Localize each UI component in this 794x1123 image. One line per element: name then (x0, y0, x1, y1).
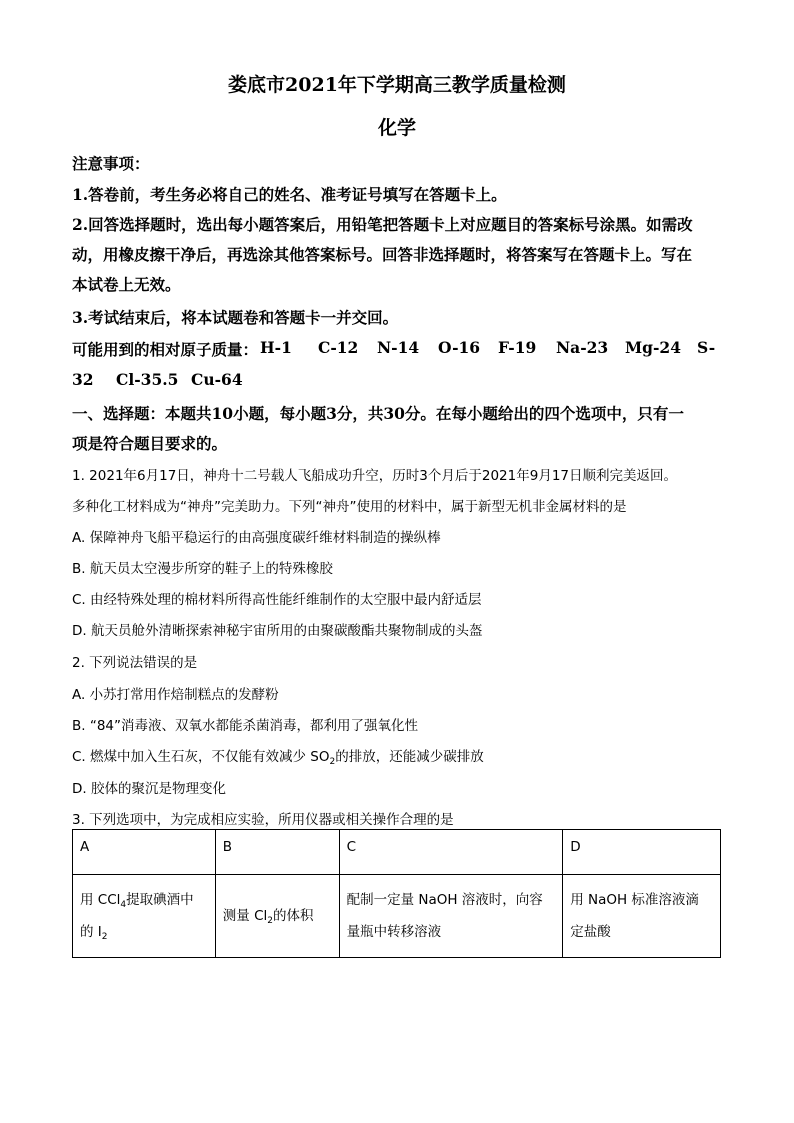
subscript: 2 (101, 932, 108, 942)
q1-option-b: B. 航天员太空漫步所穿的鞋子上的特殊橡胶 (72, 561, 333, 577)
atomic-mass-item: Cu-64 (191, 370, 243, 389)
q1-stem-line-1: 1. 2021年6月17日，神舟十二号载人飞船成功升空，历时3个月后于2021年9月17日顺利完美返回。 (72, 468, 678, 484)
atomic-mass-item: F-19 (498, 338, 537, 357)
q1-stem-line-2: 多种化工材料成为“神舟”完美助力。下列“神舟”使用的材料中，属于新型无机非金属材料的是 (72, 499, 627, 515)
q2-option-c-text: C. 燃煤中加入生石灰，不仅能有效减少 SO (72, 749, 330, 765)
table-header-cell: B (215, 830, 339, 875)
subscript: 2 (329, 757, 336, 767)
q1-option-d: D. 航天员舱外清晰探索神秘宇宙所用的由聚碳酸酯共聚物制成的头盔 (72, 623, 483, 639)
table-header-cell: C (339, 830, 563, 875)
atomic-mass-item: S- (697, 338, 716, 357)
table-cell-c (339, 875, 563, 958)
atomic-masses-label: 可能用到的相对原子质量： (72, 340, 259, 359)
subscript: 2 (267, 916, 273, 926)
cell-text: 提取碘酒中 (126, 892, 194, 908)
q3-stem: 3. 下列选项中，为完成相应实验，所用仪器或相关操作合理的是 (72, 812, 454, 828)
notice-item-2-line-3: 本试卷上无效。 (72, 275, 181, 294)
q1-option-c: C. 由经特殊处理的棉材料所得高性能纤维制作的太空服中最内舒适层 (72, 592, 482, 608)
atomic-mass-item: N-14 (377, 338, 420, 357)
subject-title: 化学 (377, 117, 416, 139)
cell-text: 配制一定量 NaOH 溶液时，向容 (346, 892, 543, 908)
atomic-mass-item: H-1 (260, 338, 292, 357)
q2-option-d: D. 胶体的聚沉是物理变化 (72, 781, 226, 797)
atomic-mass-item: Na-23 (556, 338, 609, 357)
table-cell-d (563, 875, 721, 958)
atomic-mass-item: Mg-24 (625, 338, 681, 357)
atomic-masses-line-1 (72, 338, 722, 360)
atomic-mass-item: 32 (72, 370, 94, 389)
subscript: 4 (120, 900, 127, 910)
q1-option-a: A. 保障神舟飞船平稳运行的由高强度碳纤维材料制造的操纵棒 (72, 530, 441, 546)
q2-option-c (72, 745, 722, 765)
q2-option-b: B. “84”消毒液、双氧水都能杀菌消毒，都利用了强氧化性 (72, 718, 419, 734)
q2-stem: 2. 下列说法错误的是 (72, 655, 198, 671)
table-header-cell: A (73, 830, 216, 875)
table-row (73, 830, 721, 875)
notice-item-2-line-1: 2.回答选择题时，选出每小题答案后，用铅笔把答题卡上对应题目的答案标号涂黑。如需改 (72, 215, 693, 234)
q3-options-table (72, 829, 721, 958)
cell-text: 量瓶中转移溶液 (346, 924, 442, 940)
cell-text: 测量 Cl (222, 908, 268, 924)
table-header-cell: D (563, 830, 721, 875)
notice-item-1: 1.答卷前，考生务必将自己的姓名、准考证号填写在答题卡上。 (72, 185, 507, 204)
notice-item-2-line-2: 动，用橡皮擦干净后，再选涂其他答案标号。回答非选择题时，将答案写在答题卡上。写在 (72, 245, 693, 264)
q2-option-c-text: 的排放，还能减少碳排放 (335, 749, 484, 765)
notice-heading: 注意事项： (72, 154, 150, 173)
section-1-heading-line-1: 一、选择题：本题共10小题，每小题3分，共30分。在每小题给出的四个选项中，只有一 (72, 404, 684, 423)
atomic-masses-line-2 (72, 370, 722, 392)
atomic-mass-item: O-16 (438, 338, 481, 357)
cell-text: 用 NaOH 标准溶液滴 (570, 892, 699, 908)
table-row (73, 875, 721, 958)
atomic-mass-item: C-12 (318, 338, 359, 357)
cell-text: 的体积 (272, 908, 314, 924)
exam-title: 娄底市2021年下学期高三教学质量检测 (228, 74, 566, 96)
atomic-mass-item: Cl-35.5 (116, 370, 179, 389)
q2-option-a: A. 小苏打常用作焙制糕点的发酵粉 (72, 687, 279, 703)
table-cell-a (73, 875, 216, 958)
cell-text: 定盐酸 (570, 924, 611, 940)
section-1-heading-line-2: 项是符合题目要求的。 (72, 434, 228, 453)
table-cell-b (215, 875, 339, 958)
cell-text: 的 I (80, 924, 102, 940)
cell-text: 用 CCl (80, 892, 121, 908)
notice-item-3: 3.考试结束后，将本试题卷和答题卡一并交回。 (72, 308, 399, 327)
